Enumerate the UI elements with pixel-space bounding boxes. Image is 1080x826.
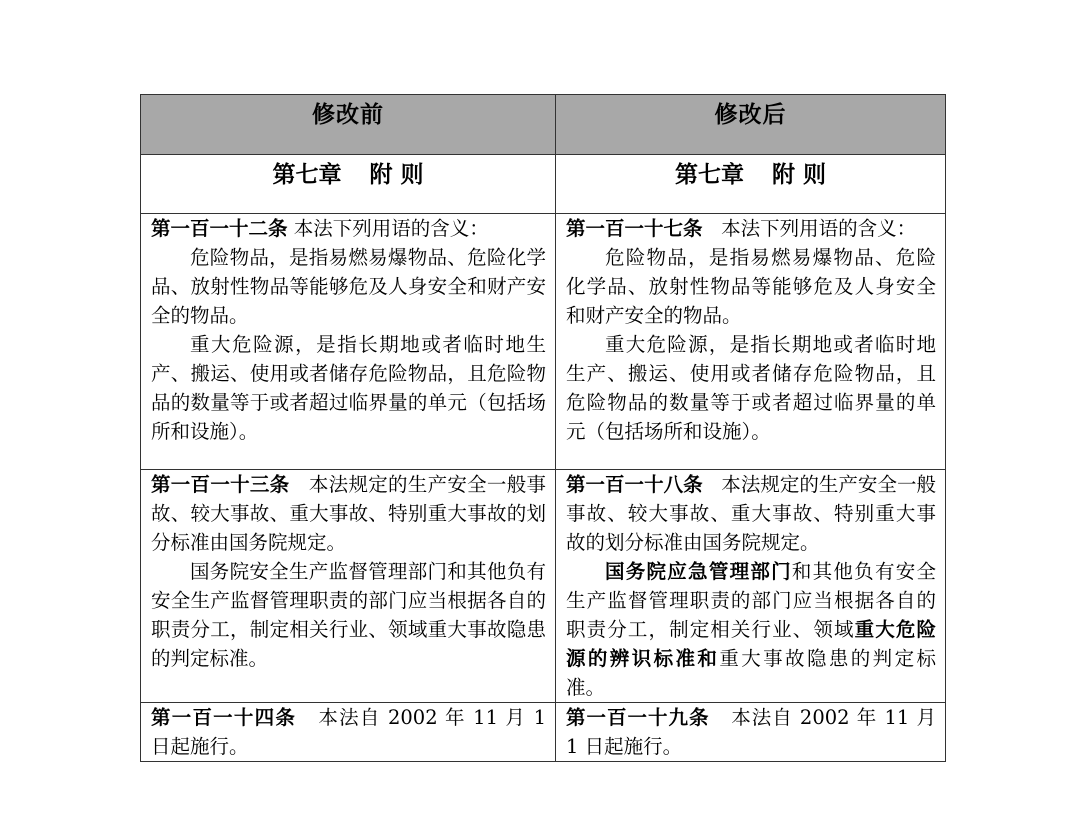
- paragraph: [151, 214, 546, 243]
- chapter-after: [556, 155, 946, 214]
- article-number: 第一百一十四条: [151, 706, 297, 729]
- article-text: 本法下列用语的含义：: [293, 217, 489, 240]
- article-text: 重大事故隐患的判定标准。: [566, 647, 936, 699]
- article-number: 第一百一十八条: [566, 473, 703, 496]
- comparison-table: [140, 94, 946, 762]
- chapter-before: [141, 155, 556, 214]
- table-row: [141, 703, 946, 762]
- article-text: 和其他负有安全生产监督管理职责的部门应当根据各自的职责分工，制定相关行业、领域: [566, 560, 936, 641]
- paragraph: [151, 703, 546, 761]
- amended-text: 重大危险源的辨识标准和: [566, 618, 936, 670]
- cell-before-114: [141, 703, 556, 762]
- header-after: 修改后: [556, 95, 946, 155]
- paragraph: 重大危险源，是指长期地或者临时地生产、搬运、使用或者储存危险物品，且危险物品的数量等于或者超过临界量的单元（包括场所和设施）。: [151, 333, 546, 443]
- article-text: 本法下列用语的含义：: [721, 217, 917, 240]
- article-number: 第一百一十三条: [151, 473, 290, 496]
- article-number: 第一百一十七条: [566, 217, 703, 240]
- cell-before-112: [141, 214, 556, 470]
- paragraph: [566, 557, 936, 702]
- article-number: 第一百一十九条: [566, 706, 710, 729]
- paragraph: [151, 470, 546, 557]
- chapter-before-number: 第七章: [272, 161, 342, 188]
- cell-before-113: [141, 470, 556, 703]
- paragraph: 危险物品，是指易燃易爆物品、危险化学品、放射性物品等能够危及人身安全和财产安全的物品。: [566, 246, 936, 327]
- cell-after-117: [556, 214, 946, 470]
- paragraph: [566, 214, 936, 243]
- article-text: 本法规定的生产安全一般事故、较大事故、重大事故、特别重大事故的划分标准由国务院规定。: [566, 473, 936, 554]
- amended-text: 国务院应急管理部门: [605, 560, 792, 583]
- cell-after-118: [556, 470, 946, 703]
- article-text: 本法自 2002 年 11 月 1 日起施行。: [151, 706, 546, 758]
- cell-after-119: [556, 703, 946, 762]
- article-number: 第一百一十二条: [151, 217, 288, 240]
- chapter-after-number: 第七章: [674, 161, 744, 188]
- paragraph: [566, 703, 936, 761]
- table-row: [141, 214, 946, 470]
- header-row: [141, 95, 946, 155]
- paragraph: 重大危险源，是指长期地或者临时地生产、搬运、使用或者储存危险物品，且危险物品的数量等于或者超过临界量的单元（包括场所和设施）。: [566, 333, 936, 443]
- paragraph: 危险物品，是指易燃易爆物品、危险化学品、放射性物品等能够危及人身安全和财产安全的物品。: [151, 246, 546, 327]
- table-row: [141, 470, 946, 703]
- article-text: 本法自 2002 年 11 月 1 日起施行。: [566, 706, 936, 758]
- paragraph: 国务院安全生产监督管理部门和其他负有安全生产监督管理职责的部门应当根据各自的职责分工，制定相关行业、领域重大事故隐患的判定标准。: [151, 560, 546, 670]
- header-before: 修改前: [141, 95, 556, 155]
- chapter-row: [141, 155, 946, 214]
- article-text: 本法规定的生产安全一般事故、较大事故、重大事故、特别重大事故的划分标准由国务院规定。: [151, 473, 546, 554]
- paragraph: [566, 470, 936, 557]
- chapter-after-title: 附 则: [771, 161, 826, 188]
- chapter-before-title: 附 则: [369, 161, 424, 188]
